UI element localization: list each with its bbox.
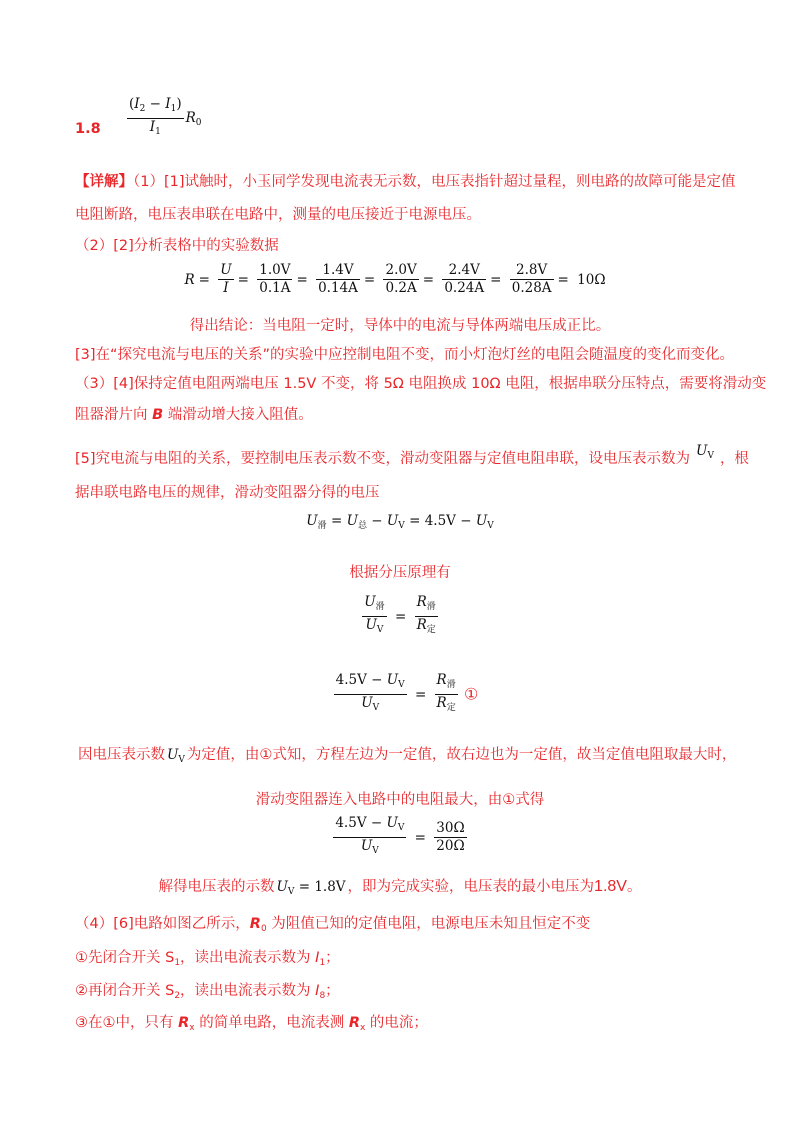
answer-formula: $\frac{(I_2 - I_1)}{I_1}$ $R_0$ (129, 96, 202, 137)
answer-value: 1.8 (75, 121, 101, 137)
detail-p4-line2: 阻器滑片向 B 端滑动增大接入阻值。 (75, 407, 313, 423)
step-2: ②再闭合开关 $S_2$，读出电流表示数为 $I_8$； (75, 983, 340, 1001)
detail-p4-line1: （3）[4]保持定值电阻两端电压 1.5V 不变，将 5Ω 电阻换成 10Ω 电阻，根据串联分压特点，需要将滑动变 (75, 376, 767, 392)
eq-slider-voltage: $U_滑 = U_总 - U_V = 4.5V - U_V$ (306, 513, 494, 531)
detail-p6: 因电压表示数 $U_V$ 为定值，由①式知，方程左边为一定值，故右边也为一定值，故当定值电阻取最大时， (78, 747, 737, 765)
step-1: ①先闭合开关 $S_1$，读出电流表示数为 $I_1$； (75, 950, 340, 968)
detail-p9: （4）[6]电路如图乙所示，$R_0$ 为阻值已知的定值电阻，电源电压未知且恒定不变 (75, 916, 591, 934)
detail-p1-line1: 【详解】（1）[1]试触时，小玉同学发现电流表无示数，电压表指针超过量程，则电路的故障可能是定值 (75, 174, 736, 190)
eq-one: $\frac{4.5V - U_V}{U_V}$ = $\frac{R_滑}{R_定}$ ① (335, 672, 479, 713)
detail-p1-line2: 电阻断路，电压表串联在电路中，测量的电压接近于电源电压。 (75, 207, 481, 223)
detail-p3: [3]在“探究电流与电压的关系”的实验中应控制电阻不变，而小灯泡灯丝的电阻会随温度的变化而变化。 (75, 347, 735, 363)
detail-p8: 解得电压表的示数 $U_V = 1.8V$ ，即为完成实验，电压表的最小电压为1.8V。 (158, 878, 642, 897)
detail-tag: 【详解】 (75, 174, 133, 190)
conclusion: 得出结论：当电阻一定时，导体中的电流与导体两端电压成正比。 (189, 318, 611, 334)
divider-principle: 根据分压原理有 (349, 565, 451, 581)
circle-one: ① (464, 684, 479, 704)
detail-p5-line2: 据串联电路电压的规律，滑动变阻器分得的电压 (75, 485, 380, 501)
step-3: ③在①中，只有 $R_x$ 的简单电路，电流表测 $R_x$ 的电流； (75, 1015, 428, 1033)
detail-p2-line1: （2）[2]分析表格中的实验数据 (75, 238, 279, 254)
ratio-equation: R = $\frac{U}{I}$ = $\frac{1.0V}{0.1A}$ = $\frac{1.4V}{0.14A}$ = $\frac{2.0V}{0.2A}$ = $\frac{2.4V}{0.24A}$ = $\frac{2.8V}{0.28A}$ = 10Ω (184, 262, 606, 296)
detail-p7: 滑动变阻器连入电路中的电阻最大，由①式得 (255, 792, 545, 808)
eq-solve: $\frac{4.5V - U_V}{U_V}$ = $\frac{30\Omega}{20\Omega}$ (335, 815, 465, 856)
eq-ratio-principle: $\frac{U_滑}{U_V}$ = $\frac{R_滑}{R_定}$ (364, 594, 436, 635)
detail-p5-line1: [5]究电流与电阻的关系，要控制电压表示数不变，滑动变阻器与定值电阻串联，设电压表示数为 $U_V$ ，根 (75, 443, 749, 467)
